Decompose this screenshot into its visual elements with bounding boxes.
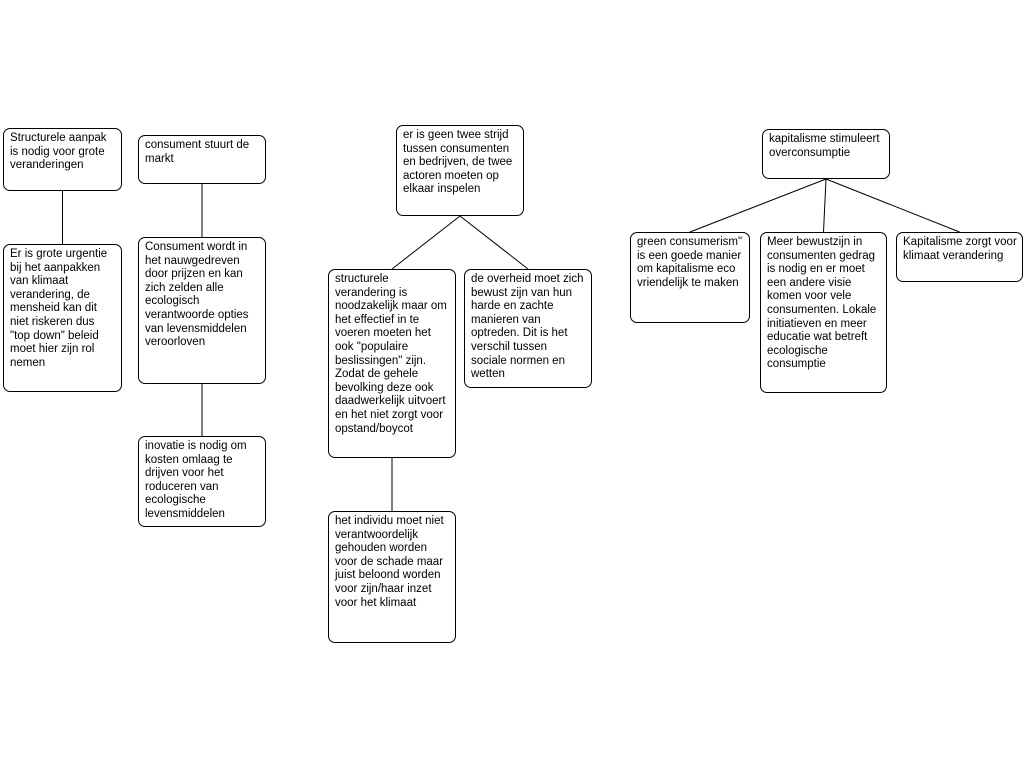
node-individu-beloond[interactable]: het individu moet niet verantwoordelijk gehouden worden voor de schade maar juist beloond worden voor zijn/haar inzet voor het klimaat <box>328 511 456 643</box>
edge-n10-n11 <box>690 179 826 232</box>
node-kapitalisme-stimuleert[interactable]: kapitalisme stimuleert overconsumptie <box>762 129 890 179</box>
node-grote-urgentie[interactable]: Er is grote urgentie bij het aanpakken van klimaat verandering, de mensheid kan dit niet riskeren dus "top down" beleid moet hier zijn rol nemen <box>3 244 122 392</box>
edge-n6-n7 <box>392 216 460 269</box>
edge-n10-n13 <box>826 179 960 232</box>
node-green-consumerism[interactable]: green consumerism" is een goede manier om kapitalisme eco vriendelijk te maken <box>630 232 750 323</box>
node-overheid-bewust[interactable]: de overheid moet zich bewust zijn van hun harde en zachte manieren van optreden. Dit is het verschil tussen sociale normen en wetten <box>464 269 592 388</box>
node-structurele-aanpak[interactable]: Structurele aanpak is nodig voor grote veranderingen <box>3 128 122 191</box>
node-consument-nauwgedreven[interactable]: Consument wordt in het nauwgedreven door prijzen en kan zich zelden alle ecologisch verantwoorde opties van levensmiddelen veroorloven <box>138 237 266 384</box>
node-meer-bewustzijn[interactable]: Meer bewustzijn in consumenten gedrag is nodig en er moet een andere visie komen voor vele consumenten. Lokale initiatieven en meer educatie wat betreft ecologische consumptie <box>760 232 887 393</box>
node-structurele-verandering[interactable]: structurele verandering is noodzakelijk maar om het effectief in te voeren moeten het ook "populaire beslissingen" zijn. Zodat de gehele bevolking deze ook daadwerkelijk uitvoert en het niet zorgt voor opstand/boycot <box>328 269 456 458</box>
edge-n10-n12 <box>824 179 827 232</box>
node-geen-twee-strijd[interactable]: er is geen twee strijd tussen consumenten en bedrijven, de twee actoren moeten op elkaar inspelen <box>396 125 524 216</box>
node-kapitalisme-klimaat[interactable]: Kapitalisme zorgt voor klimaat verandering <box>896 232 1023 282</box>
node-consument-stuurt-markt[interactable]: consument stuurt de markt <box>138 135 266 184</box>
edge-n6-n8 <box>460 216 528 269</box>
node-inovatie-nodig[interactable]: inovatie is nodig om kosten omlaag te drijven voor het roduceren van ecologische levensmiddelen <box>138 436 266 527</box>
